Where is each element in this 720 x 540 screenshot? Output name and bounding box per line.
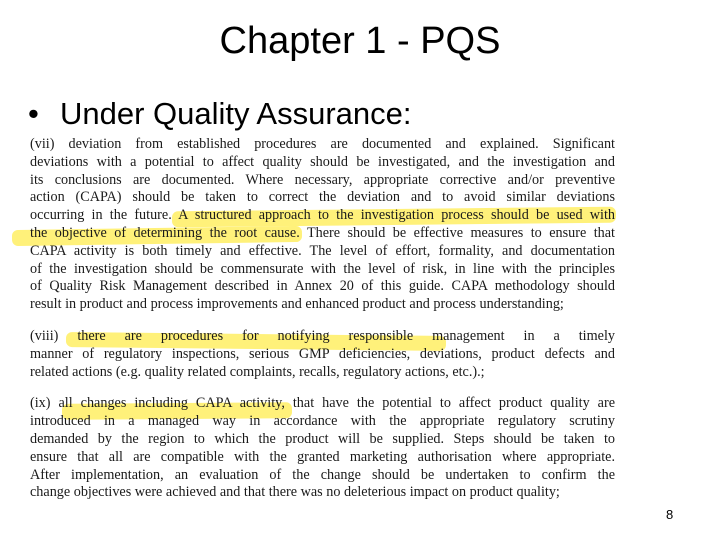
bullet-item: [28, 96, 412, 132]
document-line: of Quality Risk Management described in Annex 20 of this guide. CAPA methodology should: [30, 278, 615, 295]
document-scan: [30, 136, 615, 502]
document-line: occurring in the future. A structured approach to the investigation process should be used with: [30, 207, 615, 224]
document-line: (ix) all changes including CAPA activity, that have the potential to affect product quality are: [30, 395, 615, 412]
document-line: deviations with a potential to affect quality should be investigated, and the investigation and: [30, 153, 615, 170]
document-line: its conclusions are documented. Where necessary, appropriate corrective and/or preventive: [30, 171, 615, 188]
document-line: of the investigation should be commensurate with the level of risk, in line with the principles: [30, 260, 615, 277]
page-number: 8: [666, 507, 674, 522]
document-line: the objective of determining the root cause. There should be effective measures to ensure that: [30, 224, 615, 241]
document-line: (viii) there are procedures for notifying responsible management in a timely: [30, 327, 615, 344]
slide-title: Chapter 1 - PQS: [219, 20, 501, 62]
document-line: After implementation, an evaluation of the change should be undertaken to confirm the: [30, 466, 615, 483]
bullet-text: Under Quality Assurance:: [60, 96, 412, 131]
document-line: (vii) deviation from established procedures are documented and explained. Significant: [30, 136, 615, 152]
paragraph-vii: [30, 136, 615, 314]
document-line: action (CAPA) should be taken to correct the deviation and to avoid similar deviations: [30, 189, 615, 206]
document-line: introduced in a managed way in accordance with the appropriate regulatory scrutiny: [30, 413, 615, 430]
document-line: ensure that all are compatible with the granted marketing authorisation where appropriate.: [30, 448, 615, 465]
paragraph-ix: [30, 395, 615, 502]
document-line: change objectives were achieved and that there was no deleterious impact on product quality;: [30, 484, 560, 501]
document-line: demanded by the region to which the product will be supplied. Steps should be taken to: [30, 430, 615, 447]
document-line: CAPA activity is both timely and effective. The level of effort, formality, and documentation: [30, 242, 615, 259]
document-line: related actions (e.g. quality related complaints, recalls, regulatory actions, etc.).;: [30, 363, 485, 380]
bullet-dot-icon: •: [28, 96, 39, 131]
document-line: manner of regulatory inspections, serious GMP deficiencies, deviations, product defects and: [30, 345, 615, 362]
document-line: result in product and process improvements and enhanced product and process understanding;: [30, 296, 564, 313]
paragraph-viii: [30, 328, 615, 381]
